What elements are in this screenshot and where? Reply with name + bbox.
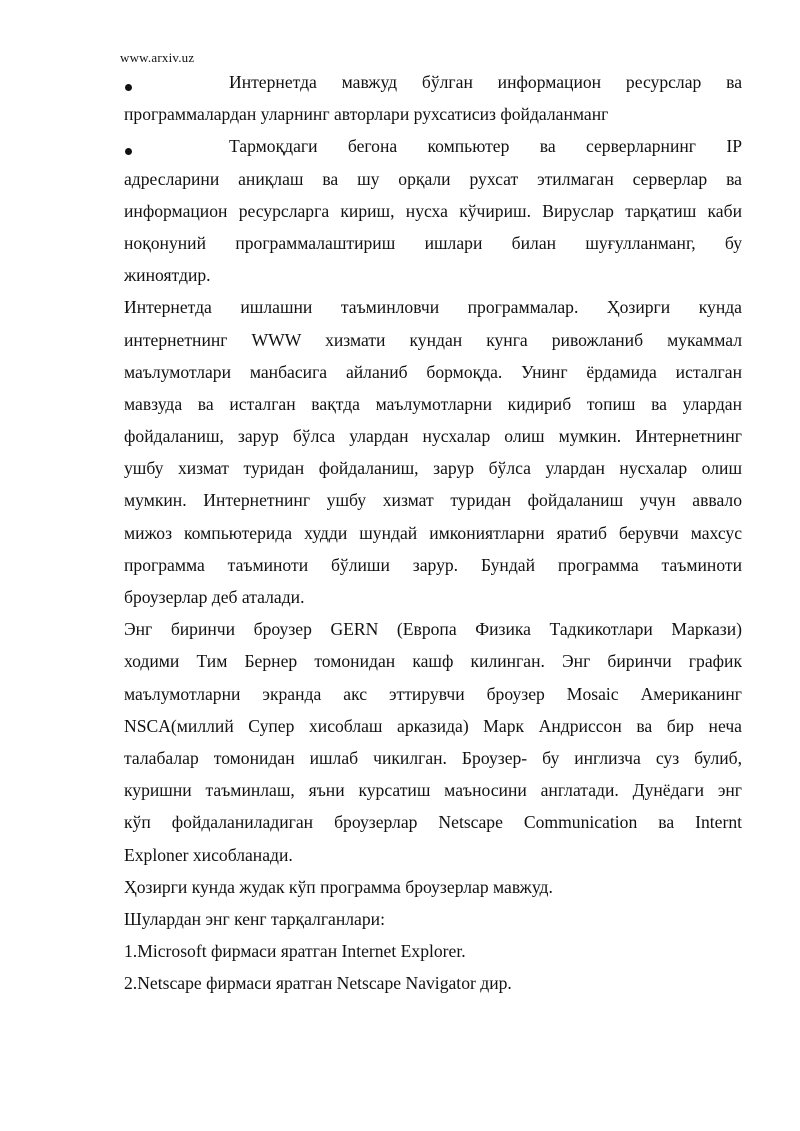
- text-line: интернетнинг WWW хизмати кундан кунга ривожланиб мукаммал: [124, 329, 742, 350]
- text-line: NSCA(миллий Супер хисоблаш арказида) Марк Андриссон ва бир неча: [124, 715, 742, 736]
- text-line: программалардан уларнинг авторлари рухсатисиз фойдаланманг: [124, 104, 609, 125]
- text-line: Интернетда мавжуд бўлган информацион ресурслар ва: [229, 72, 742, 92]
- text-line: фойдаланиш, зарур бўлса улардан нусхалар олиш мумкин. Интернетнинг: [124, 426, 742, 447]
- text-line: 2.Netscape фирмаси яратган Netscape Navigator дир.: [124, 973, 512, 994]
- text-line: программа таъминоти бўлиши зарур. Бундай программа таъминоти: [124, 554, 742, 575]
- text-line: Тармоқдаги бегона компьютер ва серверларнинг IP: [229, 136, 742, 157]
- text-line: ушбу хизмат туридан фойдаланиш, зарур бўлса улардан нусхалар олиш: [124, 458, 742, 479]
- text-line: талабалар томонидан ишлаб чикилган. Броузер- бу инглизча суз булиб,: [124, 747, 742, 768]
- text-line: куришни таъминлаш, яъни курсатиш маъносини англатади. Дунёдаги энг: [124, 780, 742, 801]
- text-line: Exploner хисобланади.: [124, 844, 293, 865]
- bullet-item-2: [124, 136, 742, 297]
- text-line: Ҳозирги кунда жудак кўп программа броузерлар мавжуд.: [124, 876, 553, 897]
- list-item-internet-explorer: [124, 941, 742, 973]
- text-line: жиноятдир.: [124, 265, 211, 286]
- document-body: [124, 72, 742, 1005]
- paragraph-many-browsers: [124, 877, 742, 909]
- text-line: Интернетда ишлашни таъминловчи программалар. Ҳозирги кунда: [124, 297, 742, 318]
- bullet-item-1: [124, 72, 742, 136]
- bullet-dot-icon: [124, 136, 134, 168]
- text-line: ноқонуний программалаштириш ишлари билан шуғулланманг, бу: [124, 232, 742, 253]
- paragraph-first-browser: [124, 619, 742, 877]
- text-line: маълумотларни экранда акс эттирувчи броузер Mosaic Американинг: [124, 683, 742, 704]
- text-line: мавзуда ва исталган вақтда маълумотларни кидириб топиш ва улардан: [124, 393, 742, 414]
- text-line: адресларини аниқлаш ва шу орқали рухсат этилмаган серверлар ва: [124, 168, 742, 189]
- text-line: кўп фойдаланиладиган броузерлар Netscape Communication ва Internt: [124, 812, 742, 833]
- paragraph-browsers-intro: [124, 297, 742, 619]
- text-line: 1.Microsoft фирмаси яратган Internet Explorer.: [124, 941, 466, 962]
- bullet-dot-icon: [124, 72, 134, 104]
- text-line: мижоз компьютерида худди шундай имкониятларни яратиб берувчи махсус: [124, 522, 742, 543]
- text-line: ходими Тим Бернер томонидан кашф килинган. Энг биринчи график: [124, 651, 742, 672]
- text-line: Энг биринчи броузер GERN (Европа Физика Тадкикотлари Маркази): [124, 619, 742, 640]
- text-line: Шулардан энг кенг тарқалганлари:: [124, 908, 385, 929]
- source-url: www.arxiv.uz: [120, 50, 195, 65]
- list-item-netscape-navigator: [124, 973, 742, 1005]
- text-line: мумкин. Интернетнинг ушбу хизмат туридан фойдаланиш учун аввало: [124, 490, 742, 511]
- text-line: информацион ресурсларга кириш, нусха кўчириш. Вируслар тарқатиш каби: [124, 200, 742, 221]
- text-line: маълумотлари манбасига айланиб бормоқда. Унинг ёрдамида исталган: [124, 361, 742, 382]
- paragraph-most-common: [124, 909, 742, 941]
- text-line: броузерлар деб аталади.: [124, 587, 305, 607]
